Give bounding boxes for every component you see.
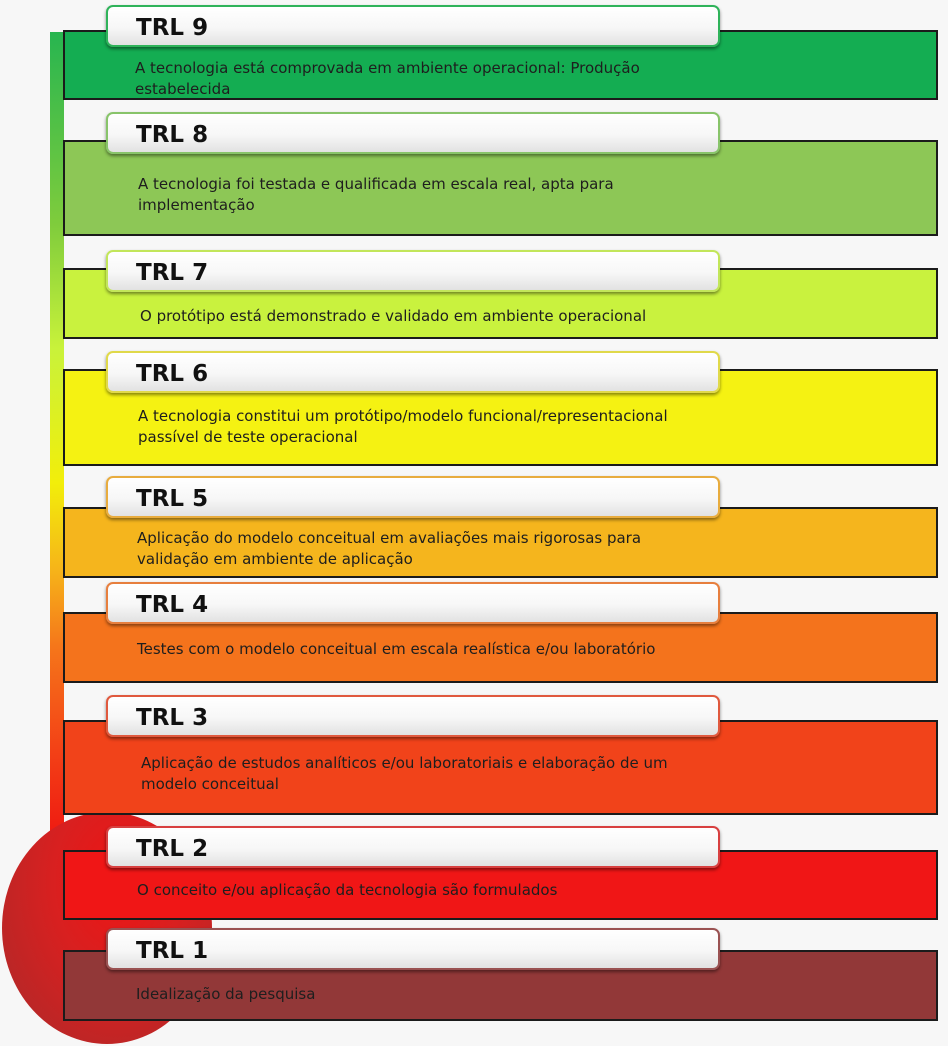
trl-6-description-line: passível de teste operacional: [138, 428, 358, 446]
trl-4-tab: [106, 582, 720, 624]
trl-4-description-line: Testes com o modelo conceitual em escala realística e/ou laboratório: [137, 640, 656, 658]
trl-8-description-line: A tecnologia foi testada e qualificada em escala real, apta para: [138, 175, 614, 193]
trl-2-description-line: O conceito e/ou aplicação da tecnologia são formulados: [137, 881, 558, 899]
trl-3-description-line: Aplicação de estudos analíticos e/ou laboratoriais e elaboração de um: [141, 754, 668, 772]
trl-3-tab: [106, 695, 720, 737]
trl-6-tab: [106, 351, 720, 393]
trl-3-label: TRL 3: [136, 705, 209, 731]
trl-4-label: TRL 4: [136, 592, 209, 618]
trl-4-description: [137, 639, 655, 660]
trl-6-description: [138, 406, 668, 448]
trl-9-description-line: A tecnologia está comprovada em ambiente operacional: Produção: [135, 59, 640, 77]
trl-9-tab: [106, 5, 720, 47]
trl-8-description-line: implementação: [138, 196, 255, 214]
trl-6-label: TRL 6: [136, 361, 209, 387]
trl-1-description-line: Idealização da pesquisa: [136, 985, 316, 1003]
trl-5-label: TRL 5: [136, 486, 209, 512]
trl-7-label: TRL 7: [136, 260, 209, 286]
trl-9-description-line: estabelecida: [135, 80, 231, 98]
trl-5-description-line: Aplicação do modelo conceitual em avaliações mais rigorosas para: [137, 529, 642, 547]
trl-7-description: [140, 306, 646, 327]
trl-7-description-line: O protótipo está demonstrado e validado em ambiente operacional: [140, 307, 647, 325]
trl-6-description-line: A tecnologia constitui um protótipo/modelo funcional/representacional: [138, 407, 668, 425]
trl-5-description: [137, 528, 641, 570]
trl-2-label: TRL 2: [136, 836, 209, 862]
trl-5-description-line: validação em ambiente de aplicação: [137, 550, 413, 568]
trl-2-description: [137, 880, 557, 901]
trl-8-tab: [106, 112, 720, 154]
trl-8-description: [138, 174, 614, 216]
trl-1-tab: [106, 928, 720, 970]
trl-8-label: TRL 8: [136, 122, 209, 148]
trl-3-description: [141, 753, 668, 795]
trl-5-tab: [106, 476, 720, 518]
trl-3-description-line: modelo conceitual: [141, 775, 279, 793]
trl-9-description: [135, 58, 640, 100]
trl-1-description: [136, 984, 315, 1005]
trl-9-label: TRL 9: [136, 15, 209, 41]
trl-2-tab: [106, 826, 720, 868]
trl-1-label: TRL 1: [136, 938, 209, 964]
trl-7-tab: [106, 250, 720, 292]
